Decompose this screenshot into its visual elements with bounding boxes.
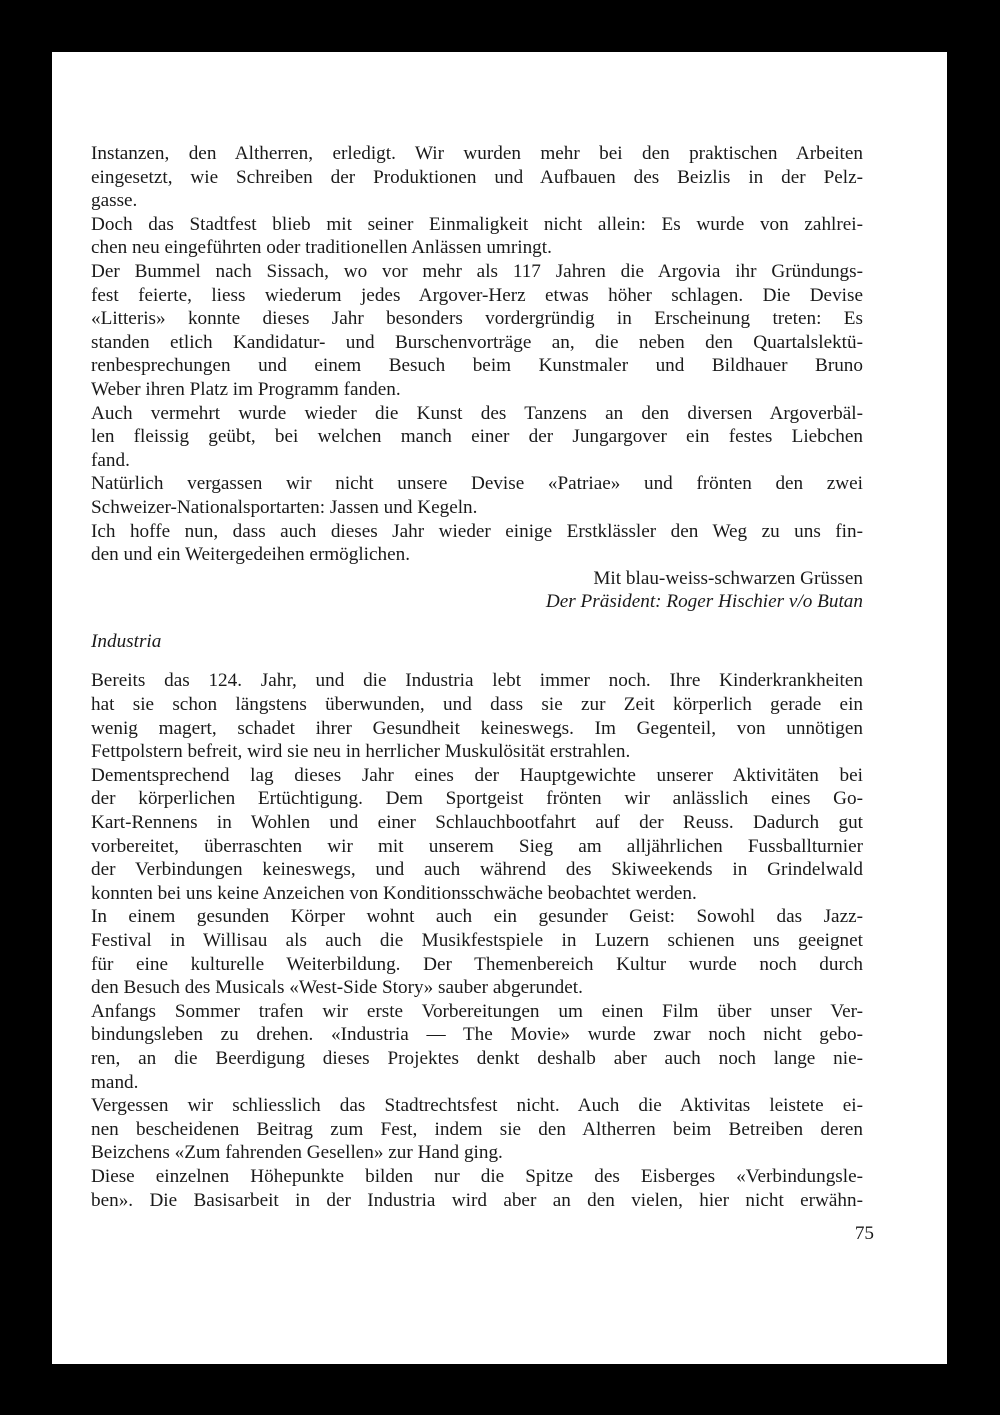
text-line: vorbereitet, überraschten wir mit unserem Sieg am alljährlichen Fussballturnier (91, 835, 863, 857)
text-line: Weber ihren Platz im Programm fanden. (91, 378, 401, 400)
signature-line: Der Präsident: Roger Hischier v/o Butan (545, 591, 863, 613)
closing-line: Mit blau-weiss-schwarzen Grüssen (593, 567, 863, 589)
text-line: hat sie schon längstens überwunden, und dass sie zur Zeit körperlich gerade ein (91, 694, 863, 716)
text-line: Dementsprechend lag dieses Jahr eines der Hauptgewichte unserer Aktivitäten bei (91, 764, 863, 786)
section-spacer (91, 614, 863, 630)
text-line: Ich hoffe nun, dass auch dieses Jahr wieder einige Erstklässler den Weg zu uns fin- (91, 520, 863, 542)
text-line: gasse. (91, 190, 138, 212)
text-line: den Besuch des Musicals «West-Side Story» sauber abgerundet. (91, 977, 583, 999)
page-number: 75 (854, 1223, 874, 1244)
text-line: In einem gesunden Körper wohnt auch ein gesunder Geist: Sowohl das Jazz- (91, 906, 863, 928)
text-line: den und ein Weitergedeihen ermöglichen. (91, 544, 411, 566)
text-line: für eine kulturelle Weiterbildung. Der Themenbereich Kultur wurde noch durch (91, 953, 863, 975)
text-line: Beizchens «Zum fahrenden Gesellen» zur Hand ging. (91, 1142, 503, 1164)
text-line: Schweizer-Nationalsportarten: Jassen und Kegeln. (91, 496, 478, 518)
section-spacer (91, 653, 863, 669)
text-line: Doch das Stadtfest blieb mit seiner Einmaligkeit nicht allein: Es wurde von zahlrei- (91, 213, 863, 235)
text-line: len fleissig geübt, bei welchen manch einer der Jungargover ein festes Liebchen (91, 426, 863, 448)
text-line: Fettpolstern befreit, wird sie neu in herrlicher Muskulösität erstrahlen. (91, 741, 631, 763)
text-line: konnten bei uns keine Anzeichen von Konditionsschwäche beobachtet werden. (91, 882, 697, 904)
text-line: Instanzen, den Altherren, erledigt. Wir wurden mehr bei den praktischen Arbeiten (91, 143, 863, 164)
text-line: Vergessen wir schliesslich das Stadtrechtsfest nicht. Auch die Aktivitas leistete ei- (91, 1095, 863, 1117)
text-line: fand. (91, 449, 130, 471)
text-line: Der Bummel nach Sissach, wo vor mehr als 117 Jahren die Argovia ihr Gründungs- (91, 260, 863, 282)
body-text (91, 142, 863, 1212)
text-line: standen etlich Kandidatur- und Burschenvorträge an, die neben den Quartalslektü- (91, 331, 863, 353)
text-line: chen neu eingeführten oder traditionellen Anlässen umringt. (91, 237, 552, 259)
argovia-report (91, 142, 863, 567)
industria-report (91, 669, 863, 1212)
text-line: wenig magert, schadet ihrer Gesundheit keineswegs. Im Gegenteil, von unnötigen (91, 717, 863, 739)
text-line: Diese einzelnen Höhepunkte bilden nur die Spitze des Eisberges «Verbindungsle- (91, 1165, 863, 1187)
text-line: nen bescheidenen Beitrag zum Fest, indem sie den Altherren beim Betreiben deren (91, 1118, 863, 1140)
text-line: fest feierte, liess wiederum jedes Argover-Herz etwas höher schlagen. Die Devise (91, 284, 863, 306)
text-line: Natürlich vergassen wir nicht unsere Devise «Patriae» und frönten den zwei (91, 473, 863, 495)
text-line: renbesprechungen und einem Besuch beim Kunstmaler und Bildhauer Bruno (91, 355, 863, 377)
text-line: «Litteris» konnte dieses Jahr besonders vordergründig in Erscheinung treten: Es (91, 308, 863, 330)
text-line: Kart-Rennens in Wohlen und einer Schlauchbootfahrt auf der Reuss. Dadurch gut (91, 812, 863, 834)
section-heading: Industria (91, 630, 162, 652)
document-page (52, 52, 947, 1364)
text-line: Festival in Willisau als auch die Musikfestspiele in Luzern schienen uns geeignet (91, 930, 863, 951)
text-line: ren, an die Beerdigung dieses Projektes denkt deshalb aber auch noch lange nie- (91, 1047, 863, 1069)
text-line: Auch vermehrt wurde wieder die Kunst des Tanzens an den diversen Argoverbäl- (91, 402, 863, 424)
text-line: mand. (91, 1071, 139, 1093)
text-line: der körperlichen Ertüchtigung. Dem Sportgeist frönten wir anlässlich eines Go- (91, 788, 863, 810)
text-line: eingesetzt, wie Schreiben der Produktionen und Aufbauen des Beizlis in der Pelz- (91, 166, 863, 188)
text-line: Anfangs Sommer trafen wir erste Vorbereitungen um einen Film über unser Ver- (91, 1000, 863, 1022)
text-line: Bereits das 124. Jahr, und die Industria lebt immer noch. Ihre Kinderkrankheiten (91, 670, 863, 692)
text-line: bindungsleben zu drehen. «Industria — The Movie» wurde zwar noch nicht gebo- (91, 1024, 863, 1046)
text-line: ben». Die Basisarbeit in der Industria wird aber an den vielen, hier nicht erwähn- (91, 1189, 863, 1211)
text-line: der Verbindungen keineswegs, und auch während des Skiweekends in Grindelwald (91, 859, 863, 881)
